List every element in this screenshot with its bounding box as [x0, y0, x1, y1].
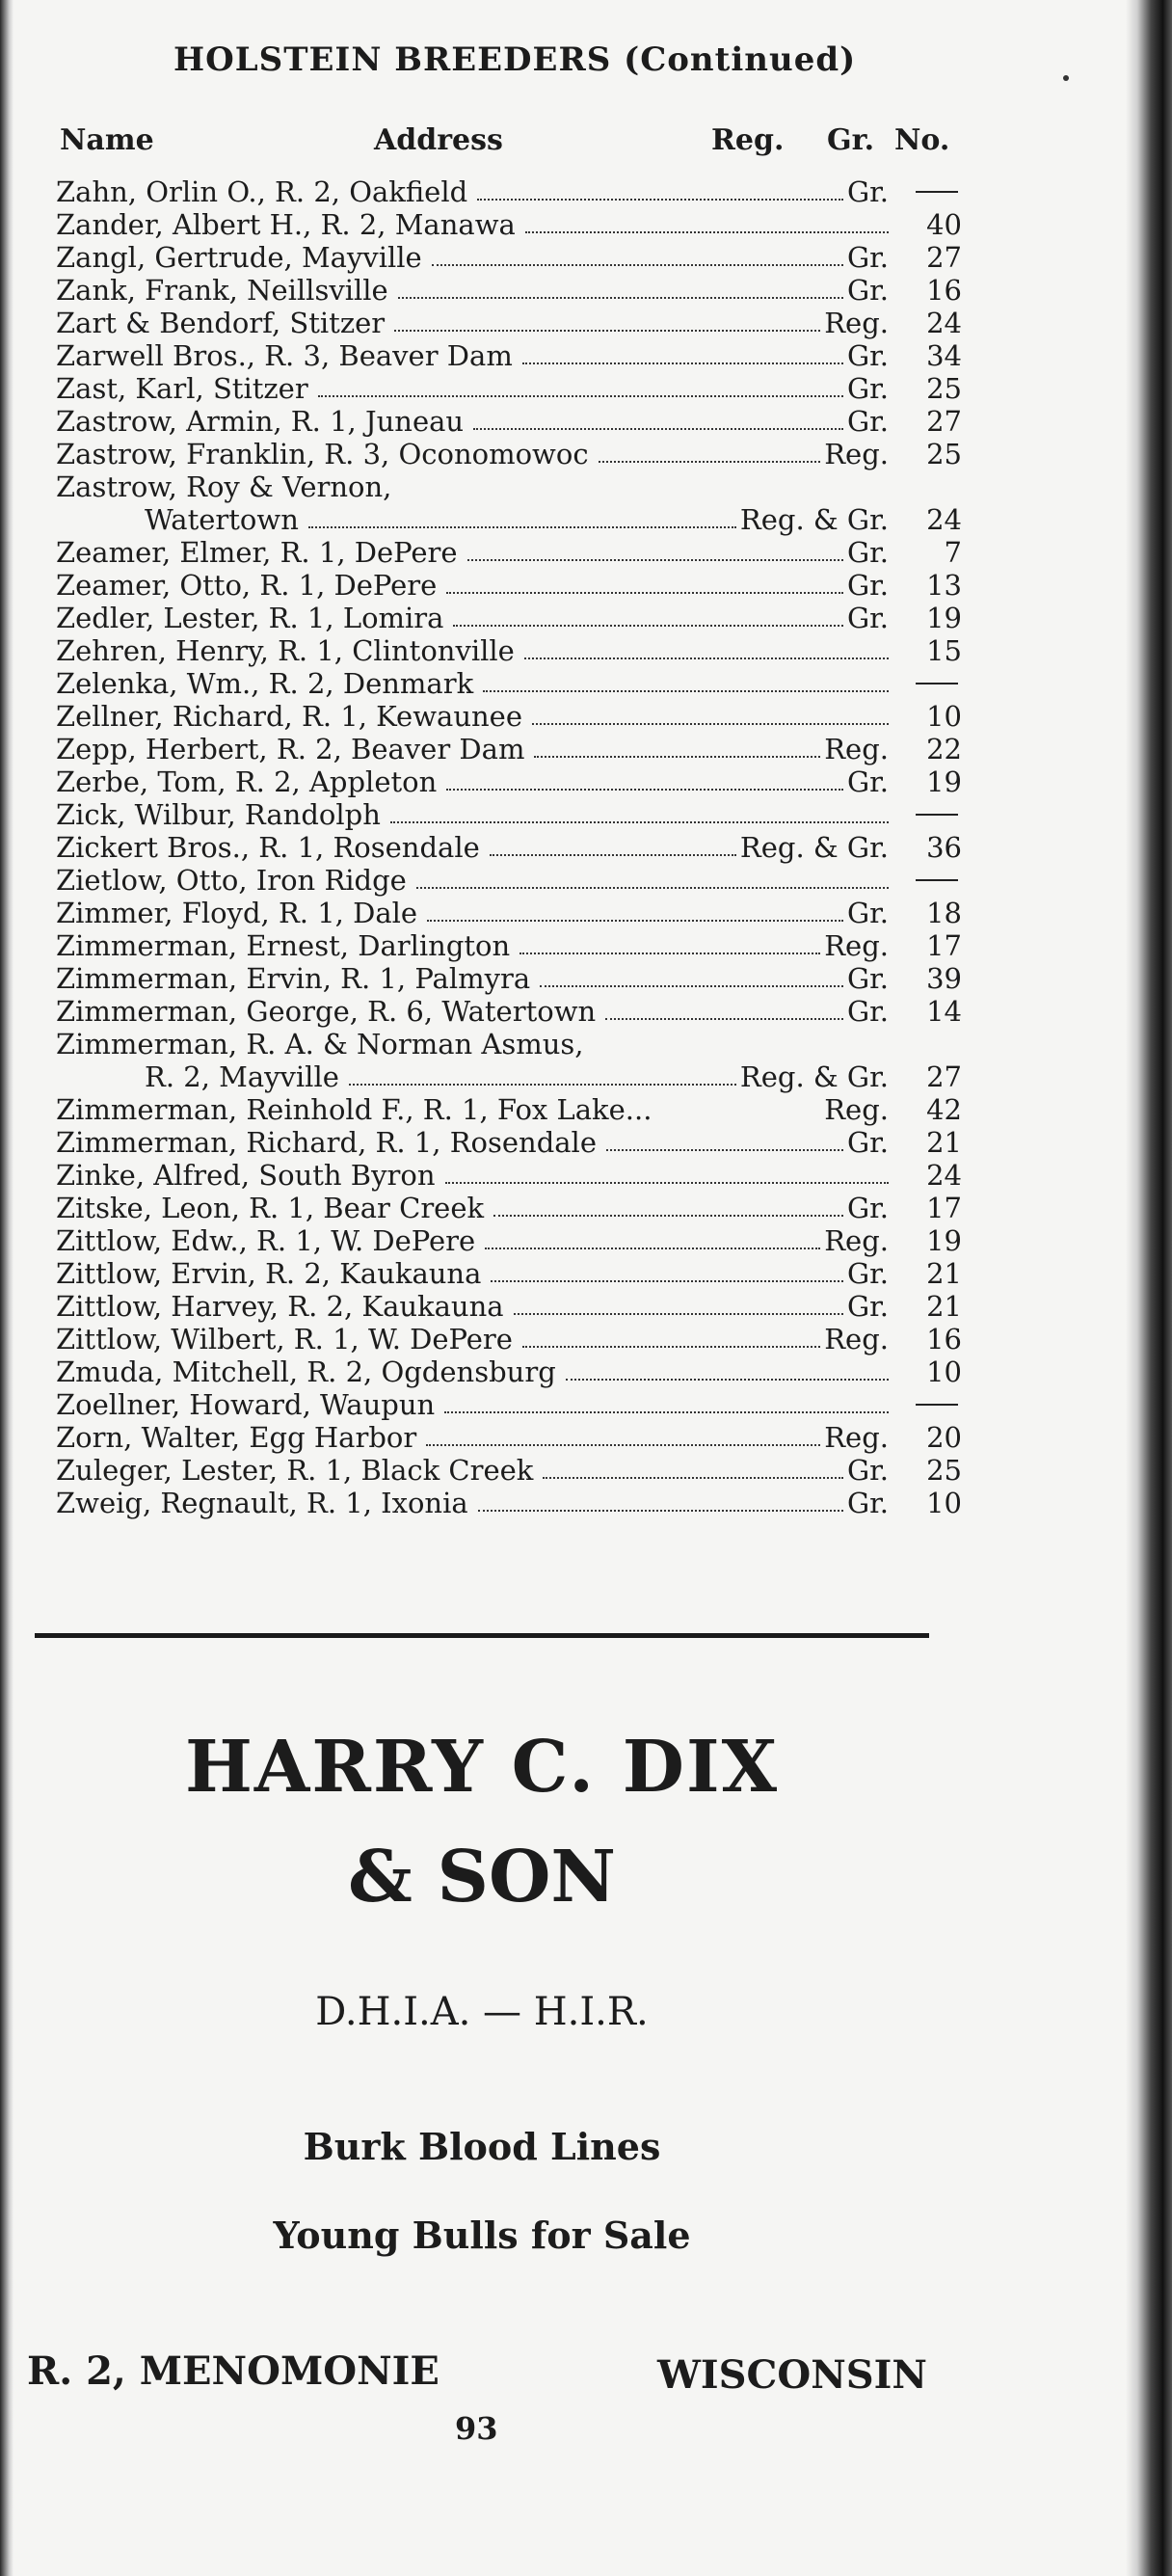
- directory-entry: [56, 1028, 962, 1060]
- entry-number: 27: [926, 405, 962, 438]
- entry-number: 42: [926, 1093, 962, 1126]
- entry-registration-status: Reg.: [824, 1323, 889, 1355]
- entry-name-address: Zeamer, Elmer, R. 1, DePere: [56, 536, 458, 569]
- dot-leader: [453, 625, 842, 627]
- entry-name-address: Zimmerman, Ervin, R. 1, Palmyra: [56, 962, 531, 995]
- directory-entry: [56, 765, 962, 798]
- entry-name-address: Zastrow, Franklin, R. 3, Oconomowoc: [56, 438, 589, 470]
- entry-name-address: Zerbe, Tom, R. 2, Appleton: [56, 765, 438, 798]
- dot-leader: [485, 1248, 820, 1249]
- dot-leader: [490, 854, 736, 856]
- entry-registration-status: Gr.: [846, 1126, 889, 1159]
- page-number: 93: [455, 2410, 498, 2447]
- entry-name-address: Zart & Bendorf, Stitzer: [56, 307, 386, 339]
- entry-name-address: Zeamer, Otto, R. 1, DePere: [56, 569, 438, 602]
- dot-leader: [519, 953, 820, 954]
- directory-entry: [56, 798, 962, 831]
- entry-registration-status: Reg.: [824, 438, 889, 470]
- entry-registration-status: Reg. & Gr.: [739, 1060, 889, 1093]
- entry-number: 13: [926, 569, 962, 602]
- entry-registration-status: Gr.: [846, 1257, 889, 1290]
- dot-leader: [606, 1149, 843, 1151]
- ad-blood-lines: Burk Blood Lines: [303, 2125, 661, 2168]
- dot-leader: [493, 1215, 843, 1217]
- directory-entry: [56, 1257, 962, 1290]
- dot-leader: [398, 297, 843, 299]
- dot-leader: [524, 657, 889, 659]
- page-binding-shadow: [0, 0, 13, 2576]
- entry-number: 36: [926, 831, 962, 864]
- entry-name-address: Zander, Albert H., R. 2, Manawa: [56, 208, 516, 241]
- entry-name-address: Zimmerman, Reinhold F., R. 1, Fox Lake...: [56, 1093, 653, 1126]
- entry-number: 24: [926, 307, 962, 339]
- directory-entry: [56, 1454, 962, 1487]
- entry-number: 39: [926, 962, 962, 995]
- entry-number: 25: [926, 372, 962, 405]
- directory-entry: [56, 274, 962, 307]
- page-edge-shadow: [1126, 0, 1172, 2576]
- dot-leader: [477, 199, 843, 201]
- entry-number: 15: [926, 634, 962, 667]
- entry-registration-status: Gr.: [846, 962, 889, 995]
- entry-number: 24: [926, 1159, 962, 1192]
- entry-name-address: R. 2, Mayville: [145, 1060, 339, 1093]
- entry-registration-status: Gr.: [846, 175, 889, 208]
- column-header-gr: Gr.: [827, 123, 875, 157]
- page-header: HOLSTEIN BREEDERS (Continued): [173, 40, 857, 79]
- dot-leader: [522, 1346, 820, 1348]
- entry-registration-status: Reg. & Gr.: [739, 503, 889, 536]
- dot-leader: [467, 559, 843, 561]
- entry-name-address: Zittlow, Edw., R. 1, W. DePere: [56, 1224, 476, 1257]
- entry-name-address: Zietlow, Otto, Iron Ridge: [56, 864, 407, 897]
- entry-number: 16: [926, 1323, 962, 1355]
- entry-name-address: Zedler, Lester, R. 1, Lomira: [56, 602, 444, 634]
- directory-entry: [56, 1290, 962, 1323]
- directory-entry: [56, 1126, 962, 1159]
- entry-number: 18: [926, 897, 962, 929]
- entry-name-address: Zittlow, Harvey, R. 2, Kaukauna: [56, 1290, 504, 1323]
- entry-number: [930, 175, 958, 208]
- ad-address-left: R. 2, MENOMONIE: [27, 2348, 440, 2394]
- directory-entry: [56, 1093, 962, 1126]
- directory-entry: [56, 307, 962, 339]
- dot-leader: [473, 428, 843, 430]
- directory-entry: [56, 929, 962, 962]
- entry-number: 21: [926, 1257, 962, 1290]
- entry-name-address: Zelenka, Wm., R. 2, Denmark: [56, 667, 474, 700]
- directory-entry: [56, 339, 962, 372]
- entry-name-address: Zarwell Bros., R. 3, Beaver Dam: [56, 339, 513, 372]
- directory-entry: [56, 1487, 962, 1519]
- entry-registration-status: Gr.: [846, 1454, 889, 1487]
- entry-number: [930, 864, 958, 897]
- ad-codes: D.H.I.A. — H.I.R.: [315, 1990, 649, 2034]
- entry-name-address: Zorn, Walter, Egg Harbor: [56, 1421, 417, 1454]
- entry-name-address: Zitske, Leon, R. 1, Bear Creek: [56, 1192, 485, 1224]
- dot-leader: [432, 264, 843, 266]
- entry-name-address: Zangl, Gertrude, Mayville: [56, 241, 422, 274]
- directory-entry: [56, 438, 962, 470]
- entry-registration-status: Gr.: [846, 372, 889, 405]
- entry-name-address: Zank, Frank, Neillsville: [56, 274, 388, 307]
- entry-registration-status: Gr.: [846, 1487, 889, 1519]
- dot-leader: [514, 1313, 843, 1315]
- entry-registration-status: Reg.: [824, 1421, 889, 1454]
- dot-leader: [394, 330, 820, 332]
- entry-number: 10: [926, 700, 962, 733]
- entry-number: 17: [926, 1192, 962, 1224]
- entry-name-address: Watertown: [145, 503, 299, 536]
- entry-name-address: Zepp, Herbert, R. 2, Beaver Dam: [56, 733, 525, 765]
- directory-entry: [56, 995, 962, 1028]
- entry-registration-status: Gr.: [846, 995, 889, 1028]
- entry-registration-status: Gr.: [846, 897, 889, 929]
- entry-registration-status: Reg.: [824, 307, 889, 339]
- directory-entry: [56, 372, 962, 405]
- entry-registration-status: Gr.: [846, 339, 889, 372]
- entry-number: [930, 798, 958, 831]
- dot-leader: [416, 887, 889, 889]
- dot-leader: [390, 821, 889, 823]
- dot-leader: [605, 1018, 843, 1020]
- column-header-reg: Reg.: [711, 123, 785, 157]
- directory-entry: [56, 208, 962, 241]
- entry-name-address: Zehren, Henry, R. 1, Clintonville: [56, 634, 515, 667]
- directory-entry: [56, 700, 962, 733]
- dot-leader: [318, 395, 843, 397]
- dot-leader: [308, 526, 736, 528]
- entry-name-address: Zuleger, Lester, R. 1, Black Creek: [56, 1454, 534, 1487]
- entry-name-address: Zittlow, Ervin, R. 2, Kaukauna: [56, 1257, 482, 1290]
- entry-number: [930, 1388, 958, 1421]
- entry-number: 22: [926, 733, 962, 765]
- entry-name-address: Zoellner, Howard, Waupun: [56, 1388, 436, 1421]
- entry-name-address: Zmuda, Mitchell, R. 2, Ogdensburg: [56, 1355, 556, 1388]
- entry-number: 7: [944, 536, 962, 569]
- directory-entry: [56, 241, 962, 274]
- entry-registration-status: Reg.: [824, 1224, 889, 1257]
- entry-number: 19: [926, 765, 962, 798]
- directory-entry: [56, 1323, 962, 1355]
- entry-number: 25: [926, 1454, 962, 1487]
- entry-number: 19: [926, 1224, 962, 1257]
- entry-registration-status: Reg.: [824, 929, 889, 962]
- entry-name-address: Zimmerman, Richard, R. 1, Rosendale: [56, 1126, 597, 1159]
- directory-entry: [56, 470, 962, 503]
- directory-entry: [56, 1421, 962, 1454]
- entry-registration-status: Gr.: [846, 602, 889, 634]
- dot-leader: [543, 1477, 843, 1479]
- dot-leader: [446, 789, 843, 791]
- entry-name-address: Zickert Bros., R. 1, Rosendale: [56, 831, 480, 864]
- entry-name-address: Zellner, Richard, R. 1, Kewaunee: [56, 700, 522, 733]
- entry-registration-status: Reg.: [824, 1093, 889, 1126]
- entry-number: 14: [926, 995, 962, 1028]
- directory-entry: [56, 569, 962, 602]
- entry-name-address: Zastrow, Armin, R. 1, Juneau: [56, 405, 465, 438]
- dot-leader: [426, 1444, 820, 1446]
- directory-entry: [56, 1388, 962, 1421]
- entry-name-address: Zimmerman, George, R. 6, Watertown: [56, 995, 597, 1028]
- entry-number: 25: [926, 438, 962, 470]
- entry-name-address: Zinke, Alfred, South Byron: [56, 1159, 436, 1192]
- entry-name-address: Zick, Wilbur, Randolph: [56, 798, 381, 831]
- entry-registration-status: Gr.: [846, 241, 889, 274]
- entry-number: 20: [926, 1421, 962, 1454]
- directory-entry: [56, 1224, 962, 1257]
- entry-name-address: Zimmerman, R. A. & Norman Asmus,: [56, 1028, 584, 1060]
- dot-leader: [427, 920, 843, 922]
- ad-address-right: WISCONSIN: [657, 2352, 927, 2398]
- entry-registration-status: Reg.: [824, 733, 889, 765]
- dot-leader: [349, 1084, 736, 1086]
- print-speck: [1063, 75, 1069, 81]
- ad-name-line2: & SON: [347, 1836, 617, 1919]
- entry-registration-status: Gr.: [846, 569, 889, 602]
- dot-leader: [522, 362, 843, 364]
- entry-name-address: Zast, Karl, Stitzer: [56, 372, 308, 405]
- entry-number: 24: [926, 503, 962, 536]
- entry-number: 17: [926, 929, 962, 962]
- directory-entry: [56, 503, 962, 536]
- dot-leader: [444, 1411, 889, 1413]
- directory-entry: [56, 831, 962, 864]
- entry-registration-status: Gr.: [846, 274, 889, 307]
- dot-leader: [525, 231, 889, 233]
- entry-name-address: Zimmerman, Ernest, Darlington: [56, 929, 511, 962]
- entry-number: 10: [926, 1355, 962, 1388]
- breeder-list: [56, 175, 962, 1519]
- directory-entry: [56, 1355, 962, 1388]
- directory-entry: [56, 405, 962, 438]
- entry-number: [930, 667, 958, 700]
- ad-young-bulls: Young Bulls for Sale: [273, 2214, 691, 2257]
- entry-name-address: Zastrow, Roy & Vernon,: [56, 470, 392, 503]
- dot-leader: [478, 1510, 843, 1512]
- entry-number: 40: [926, 208, 962, 241]
- directory-entry: [56, 175, 962, 208]
- dot-leader: [446, 592, 843, 594]
- entry-registration-status: Reg. & Gr.: [739, 831, 889, 864]
- directory-entry: [56, 864, 962, 897]
- entry-number: 34: [926, 339, 962, 372]
- directory-entry: [56, 1159, 962, 1192]
- entry-registration-status: Gr.: [846, 765, 889, 798]
- directory-entry: [56, 962, 962, 995]
- dot-leader: [566, 1379, 889, 1381]
- entry-registration-status: Gr.: [846, 536, 889, 569]
- entry-number: 27: [926, 1060, 962, 1093]
- entry-number: 21: [926, 1290, 962, 1323]
- entry-registration-status: Gr.: [846, 1192, 889, 1224]
- entry-number: 16: [926, 274, 962, 307]
- dot-leader: [483, 690, 889, 692]
- entry-registration-status: Gr.: [846, 1290, 889, 1323]
- column-header-no: No.: [894, 123, 950, 157]
- dot-leader: [534, 756, 820, 758]
- entry-number: 19: [926, 602, 962, 634]
- dot-leader: [532, 723, 889, 725]
- dot-leader: [540, 985, 843, 987]
- directory-entry: [56, 733, 962, 765]
- directory-entry: [56, 602, 962, 634]
- entry-name-address: Zittlow, Wilbert, R. 1, W. DePere: [56, 1323, 513, 1355]
- ad-name-line1: HARRY C. DIX: [185, 1726, 779, 1809]
- dot-leader: [445, 1182, 890, 1184]
- column-header-name: Name: [60, 123, 154, 157]
- column-header-address: Address: [374, 123, 503, 157]
- directory-entry: [56, 536, 962, 569]
- dot-leader: [599, 461, 821, 463]
- entry-name-address: Zweig, Regnault, R. 1, Ixonia: [56, 1487, 468, 1519]
- directory-entry: [56, 667, 962, 700]
- entry-name-address: Zahn, Orlin O., R. 2, Oakfield: [56, 175, 468, 208]
- entry-number: 27: [926, 241, 962, 274]
- section-divider: [35, 1633, 929, 1638]
- entry-registration-status: Gr.: [846, 405, 889, 438]
- directory-entry: [56, 634, 962, 667]
- directory-entry: [56, 1060, 962, 1093]
- directory-entry: [56, 897, 962, 929]
- entry-name-address: Zimmer, Floyd, R. 1, Dale: [56, 897, 418, 929]
- entry-number: 10: [926, 1487, 962, 1519]
- directory-entry: [56, 1192, 962, 1224]
- dot-leader: [491, 1280, 843, 1282]
- entry-number: 21: [926, 1126, 962, 1159]
